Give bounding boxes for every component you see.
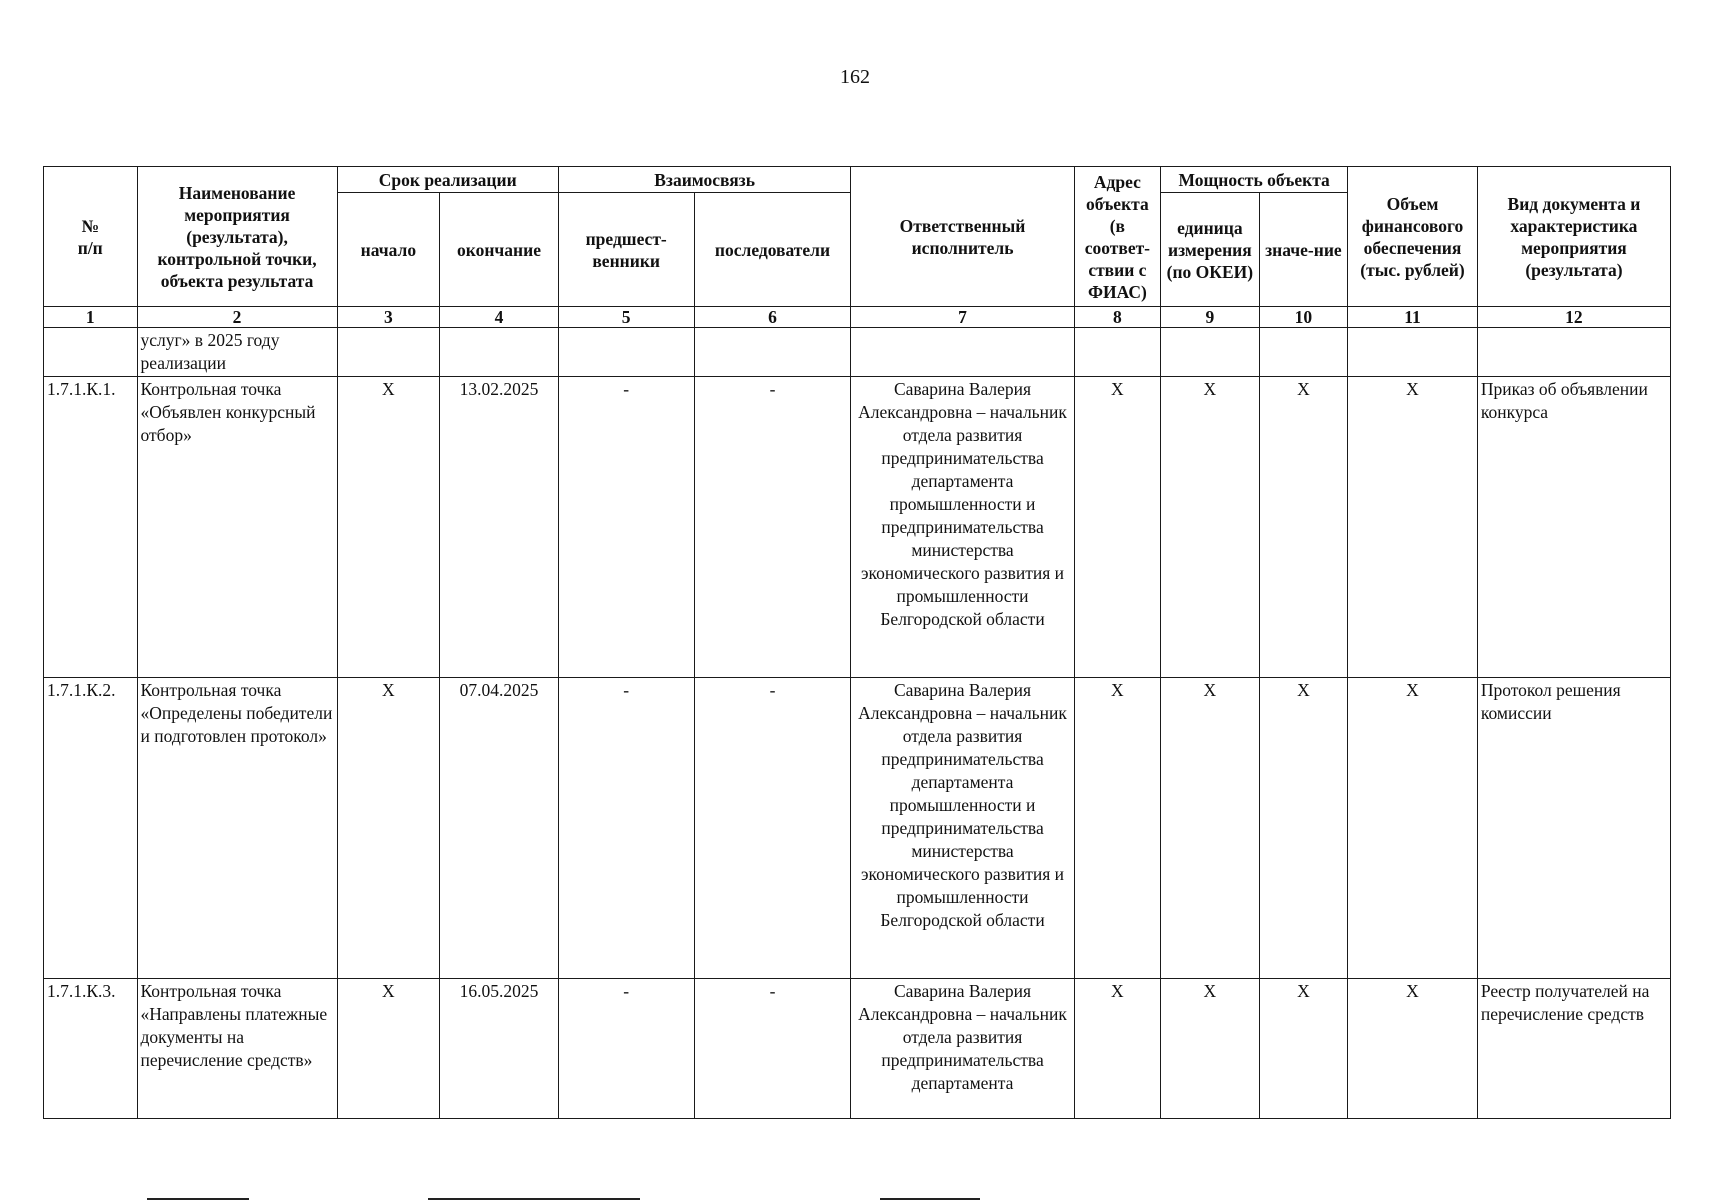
column-number: 8 [1074,307,1160,328]
cell-address: X [1074,678,1160,979]
header-unit: единица измерения (по ОКЕИ) [1161,193,1260,307]
header-link-next: последователи [694,193,851,307]
header-value: значе-ние [1259,193,1348,307]
cell-name: услуг» в 2025 году реализации [137,328,337,377]
plan-table [43,166,1671,1119]
table-row [44,377,1671,678]
header-address: Адрес объекта (в соответ-ствии с ФИАС) [1074,167,1160,307]
cell-doc: Реестр получателей на перечисление средств [1477,979,1670,1119]
header-link: Взаимосвязь [558,167,851,193]
cell-doc: Приказ об объявлении конкурса [1477,377,1670,678]
header-capacity: Мощность объекта [1161,167,1348,193]
cell-end: 16.05.2025 [440,979,559,1119]
header-term-end: окончание [440,193,559,307]
column-number: 1 [44,307,138,328]
column-number: 7 [851,307,1074,328]
header-responsible: Ответственный исполнитель [851,167,1074,307]
header-term: Срок реализации [337,167,558,193]
cell-end: 07.04.2025 [440,678,559,979]
column-number: 5 [558,307,694,328]
column-number: 6 [694,307,851,328]
column-number: 12 [1477,307,1670,328]
cell-prev: - [558,979,694,1119]
cell-num: 1.7.1.К.3. [44,979,138,1119]
cell-name: Контрольная точка «Направлены платежные документы на перечисление средств» [137,979,337,1119]
continuation-row [44,328,1671,377]
cell-name: Контрольная точка «Определены победители и подготовлен протокол» [137,678,337,979]
cell-address: X [1074,979,1160,1119]
cell-responsible: Саварина Валерия Александровна – начальник отдела развития предпринимательства департамента [851,979,1074,1119]
column-number: 9 [1161,307,1260,328]
column-number: 10 [1259,307,1348,328]
cell-num [44,328,138,377]
cell-responsible: Саварина Валерия Александровна – начальник отдела развития предпринимательства департамента промышленности и предпринимательства министерства экономического развития и промышленности Белгородской области [851,377,1074,678]
cell-prev: - [558,377,694,678]
cell-end: 13.02.2025 [440,377,559,678]
header-num: № п/п [44,167,138,307]
cell-next: - [694,678,851,979]
cell-unit: X [1161,979,1260,1119]
table-row [44,678,1671,979]
column-number: 3 [337,307,440,328]
column-number: 11 [1348,307,1478,328]
cell-prev: - [558,678,694,979]
cell-start: X [337,377,440,678]
header-term-start: начало [337,193,440,307]
cell-value: X [1259,678,1348,979]
cell-doc: Протокол решения комиссии [1477,678,1670,979]
cell-responsible: Саварина Валерия Александровна – начальник отдела развития предпринимательства департамента промышленности и предпринимательства министерства экономического развития и промышленности Белгородской области [851,678,1074,979]
column-number: 2 [137,307,337,328]
cell-finance: X [1348,678,1478,979]
column-number: 4 [440,307,559,328]
cell-start: X [337,979,440,1119]
cell-name: Контрольная точка «Объявлен конкурсный отбор» [137,377,337,678]
header-name: Наименование мероприятия (результата), контрольной точки, объекта результата [137,167,337,307]
cell-num: 1.7.1.К.1. [44,377,138,678]
cell-next: - [694,979,851,1119]
cell-finance: X [1348,979,1478,1119]
cell-address: X [1074,377,1160,678]
table-row [44,979,1671,1119]
cell-unit: X [1161,678,1260,979]
cell-next: - [694,377,851,678]
header-finance: Объем финансового обеспечения (тыс. рублей) [1348,167,1478,307]
header-doc: Вид документа и характеристика мероприятия (результата) [1477,167,1670,307]
page-number: 162 [840,66,870,88]
header-link-prev: предшест-венники [558,193,694,307]
cell-finance: X [1348,377,1478,678]
cell-num: 1.7.1.К.2. [44,678,138,979]
cell-start: X [337,678,440,979]
cell-value: X [1259,979,1348,1119]
cell-value: X [1259,377,1348,678]
cell-unit: X [1161,377,1260,678]
